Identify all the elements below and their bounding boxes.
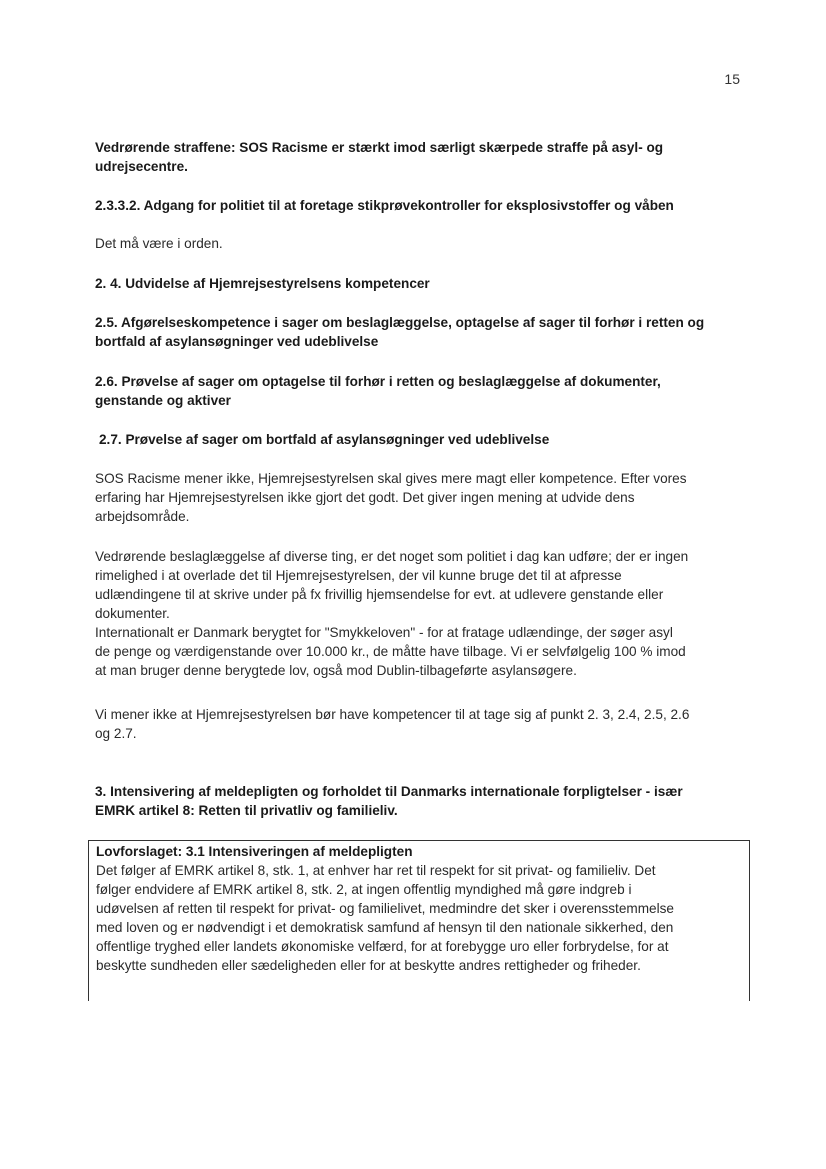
paragraph-line: at man bruger denne berygtede lov, også mod Dublin-tilbageførte asylansøgere. — [95, 663, 577, 678]
paragraph-line: arbejdsområde. — [95, 509, 190, 524]
section-2-7-heading: 2.7. Prøvelse af sager om bortfald af asylansøgninger ved udeblivelse — [99, 432, 550, 447]
section-3-heading — [95, 782, 745, 820]
paragraph-line: udlændingene til at skrive under på fx frivillig hjemsendelse for evt. at udlevere genstande eller — [95, 587, 664, 602]
section-2-4-heading: 2. 4. Udvidelse af Hjemrejsestyrelsens kompetencer — [95, 276, 430, 291]
box-line: udøvelsen af retten til respekt for privat- og familielivet, medmindre det sker i overensstemmelse — [96, 901, 674, 916]
section-2-6-heading — [95, 372, 745, 410]
paragraph-line: Internationalt er Danmark berygtet for "Smykkeloven" - for at fratage udlændinge, der søger asyl — [95, 625, 673, 640]
paragraph-line: de penge og værdigenstande over 10.000 kr., de måtte have tilbage. Vi er selvfølgelig 100 % imod — [95, 644, 686, 659]
quoted-bill-text — [96, 842, 744, 975]
paragraph-line: og 2.7. — [95, 726, 137, 741]
paragraph-line: erfaring har Hjemrejsestyrelsen ikke gjort det godt. Det giver ingen mening at udvide dens — [95, 490, 635, 505]
section-2-3-3-2-text: Det må være i orden. — [95, 236, 223, 251]
box-line: beskytte sundheden eller sædeligheden eller for at beskytte andres rettigheder og friheder. — [96, 958, 641, 973]
heading-line: 3. Intensivering af meldepligten og forholdet til Danmarks internationale forpligtelser - især — [95, 784, 683, 799]
paragraph-line: Vi mener ikke at Hjemrejsestyrelsen bør have kompetencer til at tage sig af punkt 2. 3, 2.4, 2.5, 2.6 — [95, 707, 690, 722]
paragraph-conclusion — [95, 705, 745, 743]
heading-line: 2.5. Afgørelseskompetence i sager om beslaglæggelse, optagelse af sager til forhør i retten og — [95, 315, 705, 330]
heading-line: genstande og aktiver — [95, 393, 231, 408]
box-line: Det følger af EMRK artikel 8, stk. 1, at enhver har ret til respekt for sit privat- og familieliv. Det — [96, 863, 656, 878]
paragraph-competence — [95, 469, 745, 526]
heading-line: 2.6. Prøvelse af sager om optagelse til forhør i retten og beslaglæggelse af dokumenter, — [95, 374, 661, 389]
paragraph-line: Vedrørende beslaglæggelse af diverse ting, er det noget som politiet i dag kan udføre; der er ingen — [95, 549, 689, 564]
box-line: følger endvidere af EMRK artikel 8, stk. 2, at ingen offentlig myndighed må gøre indgreb i — [96, 882, 632, 897]
paragraph-line: rimelighed i at overlade det til Hjemrejsestyrelsen, der vil kunne bruge det til at afpresse — [95, 568, 622, 583]
heading-line: bortfald af asylansøgninger ved udeblivelse — [95, 334, 379, 349]
paragraph-line: dokumenter. — [95, 606, 170, 621]
heading-line: udrejsecentre. — [95, 159, 188, 174]
box-line: med loven og er nødvendigt i et demokratisk samfund af hensyn til den nationale sikkerhed, den — [96, 920, 674, 935]
box-line: offentlige tryghed eller landets økonomiske velfærd, for at forebygge uro eller forbrydelse, for at — [96, 939, 669, 954]
page-number: 15 — [724, 71, 740, 87]
paragraph-line: SOS Racisme mener ikke, Hjemrejsestyrelsen skal gives mere magt eller kompetence. Efter vores — [95, 471, 687, 486]
paragraph-seizure — [95, 547, 745, 680]
section-2-5-heading — [95, 313, 745, 351]
heading-line: Vedrørende straffene: SOS Racisme er stærkt imod særligt skærpede straffe på asyl- og — [95, 140, 664, 155]
box-heading: Lovforslaget: 3.1 Intensiveringen af meldepligten — [96, 844, 413, 859]
section-punishments-heading — [95, 138, 745, 176]
heading-line: EMRK artikel 8: Retten til privatliv og familieliv. — [95, 803, 398, 818]
section-2-3-3-2-heading: 2.3.3.2. Adgang for politiet til at foretage stikprøvekontroller for eksplosivstoffer og våben — [95, 198, 674, 213]
